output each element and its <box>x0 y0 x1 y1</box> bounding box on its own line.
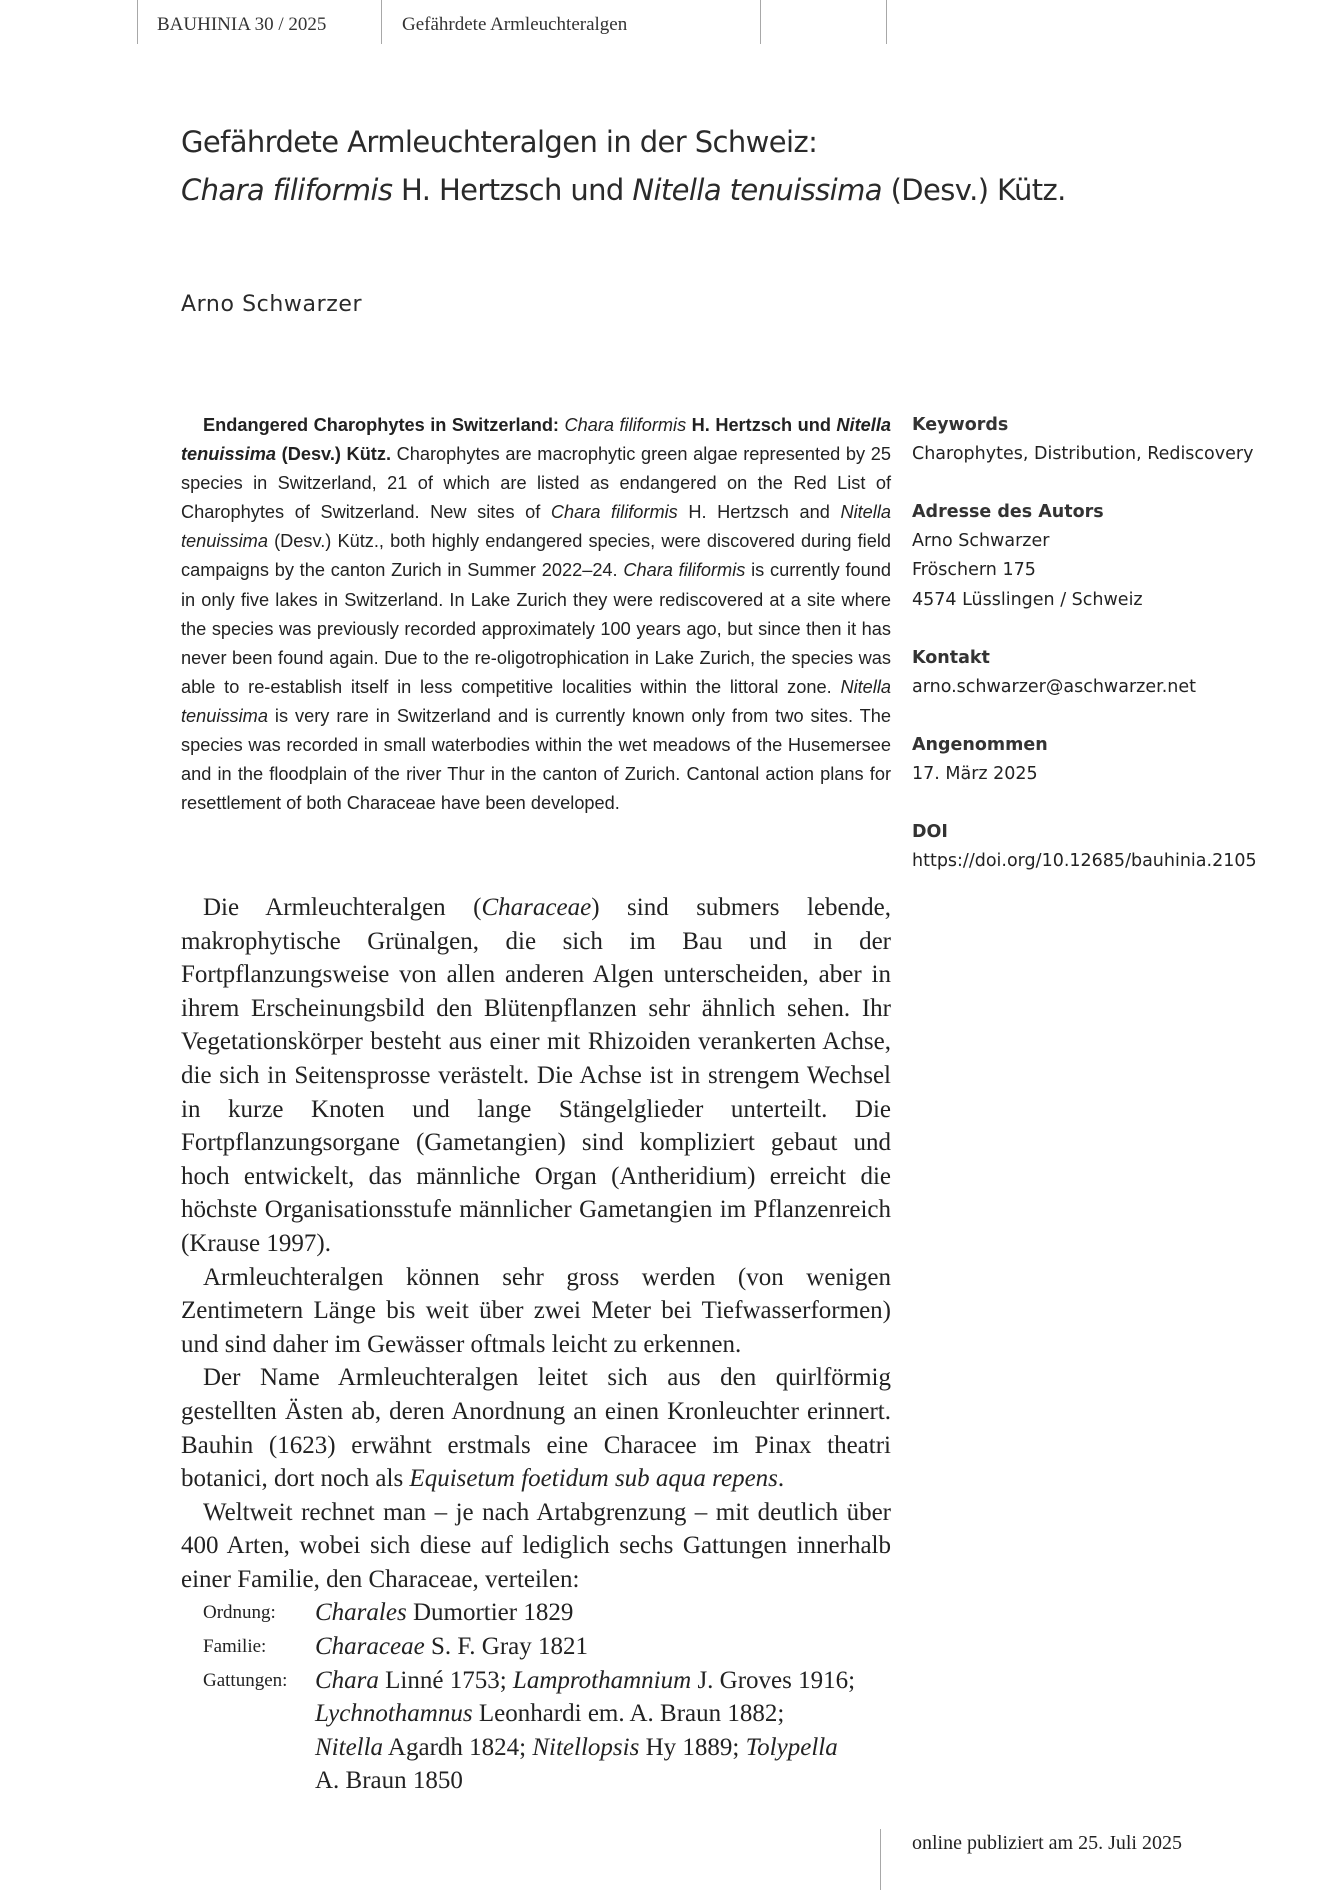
body-text: . <box>777 1465 785 1493</box>
taxon-name: Characeae <box>315 1633 425 1661</box>
body-paragraph: Weltweit rechnet man – je nach Artabgrenzung – mit deutlich über 400 Arten, wobei sich diese auf lediglich sechs Gattungen innerhalb einer Familie, den Characeae, verteilen: <box>181 1498 891 1593</box>
taxon-name: Lychnothamnus <box>315 1700 473 1728</box>
keywords-block <box>912 411 1332 469</box>
title-species-1: Chara filiformis <box>181 173 393 207</box>
body-taxon: Equisetum foetidum sub aqua repens <box>409 1465 778 1493</box>
doi-label: DOI <box>912 822 948 843</box>
taxonomy-value <box>315 1630 891 1664</box>
article-metadata <box>912 411 1332 906</box>
taxon-author: Agardh 1824; <box>383 1733 533 1761</box>
footer-rule <box>880 1829 881 1890</box>
journal-label: BAUHINIA 30 / 2025 <box>157 14 327 35</box>
body-paragraph <box>181 891 891 1261</box>
body-paragraph <box>181 1361 891 1495</box>
abstract-title-text: Endangered Charophytes in Switzerland: <box>203 415 565 435</box>
title-text: (Desv.) Kütz. <box>881 173 1066 207</box>
taxon-name: Charales <box>315 1599 407 1627</box>
address-line: 4574 Lüsslingen / Schweiz <box>912 589 1143 610</box>
title-species-2: Nitella tenuissima <box>632 173 882 207</box>
body-text: ) sind submers lebende, makrophytische Grünalgen, die sich im Bau und in der Fortpflanzungsweise von allen anderen Algen unterscheiden, aber in ihrem Erscheinungsbild den Blütenpflanzen sehr ähnlich sehen. Ihr Vegetationskörper besteht aus einer mit Rhizoiden verankerten Achse, die sich in Seitensprosse verästelt. Die Achse ist in strengem Wechsel in kurze Knoten und lange Stängelglieder unterteilt. Die Fortpflanzungsorgane (Gametangien) sind kompliziert gebaut und hoch entwickelt, das männliche Organ (Antheridium) erreicht die höchste Organisationsstufe männlicher Gametangien im Pflanzenreich (Krause 1997). <box>181 894 891 1257</box>
address-line: Arno Schwarzer <box>912 531 1050 552</box>
header-rule-2 <box>381 0 382 44</box>
taxonomy-row-genera <box>181 1664 891 1798</box>
abstract-text: is very rare in Switzerland and is currently known only from two sites. The species was recorded in small waterbodies within the wet meadows of the Husemersee and in the floodplain of the river Thur in the canton of Zurich. Cantonal action plans for resettlement of both Characeae have been developed. <box>181 705 891 814</box>
address-line: Fröschern 175 <box>912 560 1036 581</box>
taxon-name: Lamprothamnium <box>512 1666 692 1694</box>
abstract-species: Nitella tenuissima <box>181 502 891 552</box>
abstract-species: Nitella tenuissima <box>181 676 891 726</box>
title-line-1: Gefährdete Armleuchteralgen in der Schweiz: <box>181 125 818 159</box>
taxon-author: Leonhardi em. A. Braun 1882; <box>472 1700 785 1728</box>
abstract-title-species: Chara filiformis <box>564 415 687 435</box>
taxon-name: Tolypella <box>745 1733 838 1761</box>
body-text: Der Name Armleuchteralgen leitet sich aus den quirlförmig gestellten Ästen ab, deren Anordnung an einen Kronleuchter erinnert. Bauhin (1623) erwähnt erstmals eine Characee im Pinax theatri botanici, dort noch als <box>181 1364 891 1493</box>
header-rule-3 <box>760 0 761 44</box>
taxonomy-label: Gattungen: <box>203 1669 288 1691</box>
doi-link[interactable]: https://doi.org/10.12685/bauhinia.2105 <box>912 851 1257 872</box>
contact-email[interactable]: arno.schwarzer@aschwarzer.net <box>912 676 1196 697</box>
header-rule-4 <box>886 0 887 44</box>
abstract-species: Chara filiformis <box>550 502 678 523</box>
title-line-2 <box>181 166 1181 214</box>
title-text: H. Hertzsch und <box>392 173 633 207</box>
taxon-name: Nitellopsis <box>532 1733 640 1761</box>
taxon-author: Dumortier 1829 <box>406 1599 574 1627</box>
taxon-author: Hy 1889; <box>639 1733 746 1761</box>
doi-block <box>912 818 1332 876</box>
abstract-text: is currently found in only five lakes in Switzerland. In Lake Zurich they were rediscovered at a site where the species was previously recorded approximately 100 years ago, but since then it has never been found again. Due to the re-oligotrophication in Lake Zurich, the species was able to re-establish itself in less competitive localities within the littoral zone. <box>181 560 891 697</box>
body-paragraph: Armleuchteralgen können sehr gross werden (von wenigen Zentimetern Länge bis weit über zwei Meter bei Tiefwasserformen) und sind daher im Gewässer oftmals leicht zu erkennen. <box>181 1263 891 1358</box>
running-title: Gefährdete Armleuchteralgen <box>402 14 628 35</box>
body-taxon: Characeae <box>481 894 592 921</box>
taxon-author: J. Groves 1916; <box>691 1666 856 1694</box>
taxon-author: A. Braun 1850 <box>315 1767 463 1795</box>
taxonomy-value <box>315 1664 891 1798</box>
accepted-date: 17. März 2025 <box>912 764 1038 785</box>
header-rule-1 <box>137 0 138 44</box>
article-title <box>181 118 1181 214</box>
address-label: Adresse des Autors <box>912 502 1104 523</box>
abstract-species: Chara filiformis <box>623 560 746 581</box>
address-block <box>912 498 1332 614</box>
taxonomy-value <box>315 1596 891 1630</box>
abstract <box>181 411 891 818</box>
taxon-name: Nitella <box>315 1733 384 1761</box>
taxonomy-label: Familie: <box>203 1636 267 1658</box>
abstract-title-species: Nitella tenuissima <box>181 415 892 465</box>
abstract-text: Charophytes are macrophytic green algae represented by 25 species in Switzerland, 21 of which are listed as endangered on the Red List of Charophytes of Switzerland. New sites of <box>181 444 891 523</box>
taxon-name: Chara <box>315 1666 379 1694</box>
taxonomy-label: Ordnung: <box>203 1602 276 1624</box>
article-body <box>181 891 891 1798</box>
abstract-title-text: H. Hertzsch und <box>686 415 837 435</box>
abstract-text: (Desv.) Kütz., both highly endangered species, were discovered during field campaigns by the canton Zurich in Summer 2022–24. <box>181 531 891 581</box>
taxonomy-row-order <box>181 1596 891 1630</box>
keywords-value: Charophytes, Distribution, Rediscovery <box>912 444 1254 465</box>
accepted-label: Angenommen <box>912 735 1048 756</box>
contact-label: Kontakt <box>912 647 990 668</box>
abstract-title-text: (Desv.) Kütz. <box>276 444 392 465</box>
taxonomy-list <box>181 1596 891 1798</box>
abstract-text: H. Hertzsch and <box>677 502 841 523</box>
taxonomy-row-family <box>181 1630 891 1664</box>
publication-date: online publiziert am 25. Juli 2025 <box>912 1832 1182 1854</box>
keywords-label: Keywords <box>912 415 1009 435</box>
author-name: Arno Schwarzer <box>181 292 363 317</box>
body-text: Die Armleuchteralgen ( <box>203 894 482 921</box>
taxon-author: Linné 1753; <box>378 1666 513 1694</box>
taxon-author: S. F. Gray 1821 <box>424 1633 588 1661</box>
accepted-block <box>912 731 1332 789</box>
contact-block <box>912 644 1332 702</box>
